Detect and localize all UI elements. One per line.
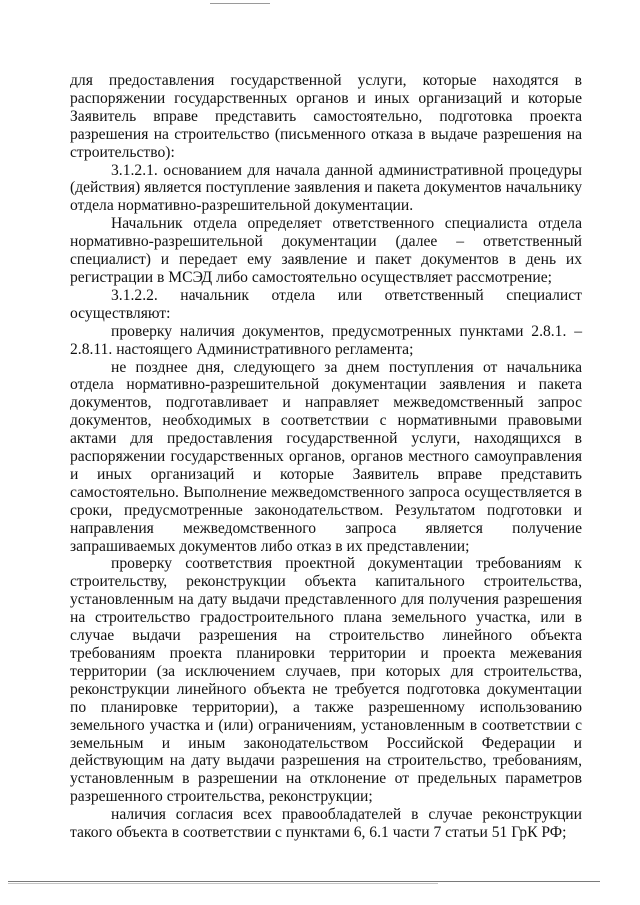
document-page [70, 72, 582, 842]
bottom-scan-line [8, 881, 600, 882]
paragraph-intro-continuation: для предоставления государственной услуги, которые находятся в распоряжении государственных органов и иных организаций и которые Заявитель вправе представить самостоятельно, подготовка проекта разрешения на строительство (письменного отказа в выдаче разрешения на строительство): [70, 72, 582, 161]
paragraph-head-assigns-specialist: Начальник отдела определяет ответственного специалиста отдела нормативно-разрешительной документации (далее – ответственный специалист) и передает ему заявление и пакет документов в день их регистрации в МСЭД либо самостоятельно осуществляет рассмотрение; [70, 215, 582, 286]
bottom-scan-line-faint [8, 883, 438, 884]
paragraph-check-documents: проверку наличия документов, предусмотренных пунктами 2.8.1. – 2.8.11. настоящего Административного регламента; [70, 322, 582, 358]
paragraph-check-project-compliance: проверку соответствия проектной документации требованиям к строительству, реконструкции объекта капитального строительства, установленным на дату выдачи представленного для получения разрешения на строительство градостроительного плана земельного участка, или в случае выдачи разрешения на строительство линейного объекта требованиям проекта планировки территории и проекта межевания территории (за исключением случаев, при которых для строительства, реконструкции линейного объекта не требуется подготовка документации по планировке территории), а также разрешенному использованию земельного участка и (или) ограничениям, установленным в соответствии с земельным и иным законодательством Российской Федерации и действующим на дату выдачи разрешения на строительство, требованиям, установленным в разрешении на отклонение от предельных параметров разрешенного строительства, реконструкции; [70, 555, 582, 806]
paragraph-3-1-2-1: 3.1.2.1. основанием для начала данной административной процедуры (действия) является поступление заявления и пакета документов начальнику отдела нормативно-разрешительной документации. [70, 161, 582, 215]
paragraph-interagency-request: не позднее дня, следующего за днем поступления от начальника отдела нормативно-разрешительной документации заявления и пакета документов, подготавливает и направляет межведомственный запрос документов, необходимых в соответствии с нормативными правовыми актами для предоставления государственной услуги, находящихся в распоряжении государственных органов, органов местного самоуправления и иных организаций и которые Заявитель вправе представить самостоятельно. Выполнение межведомственного запроса осуществляется в сроки, предусмотренные законодательством. Результатом подготовки и направления межведомственного запроса является получение запрашиваемых документов либо отказ в их представлении; [70, 358, 582, 555]
paragraph-3-1-2-2: 3.1.2.2. начальник отдела или ответственный специалист осуществляют: [70, 286, 582, 322]
paragraph-owners-consent: наличия согласия всех правообладателей в случае реконструкции такого объекта в соответствии с пунктами 6, 6.1 части 7 статьи 51 ГрК РФ; [70, 806, 582, 842]
top-scan-line [210, 3, 270, 4]
